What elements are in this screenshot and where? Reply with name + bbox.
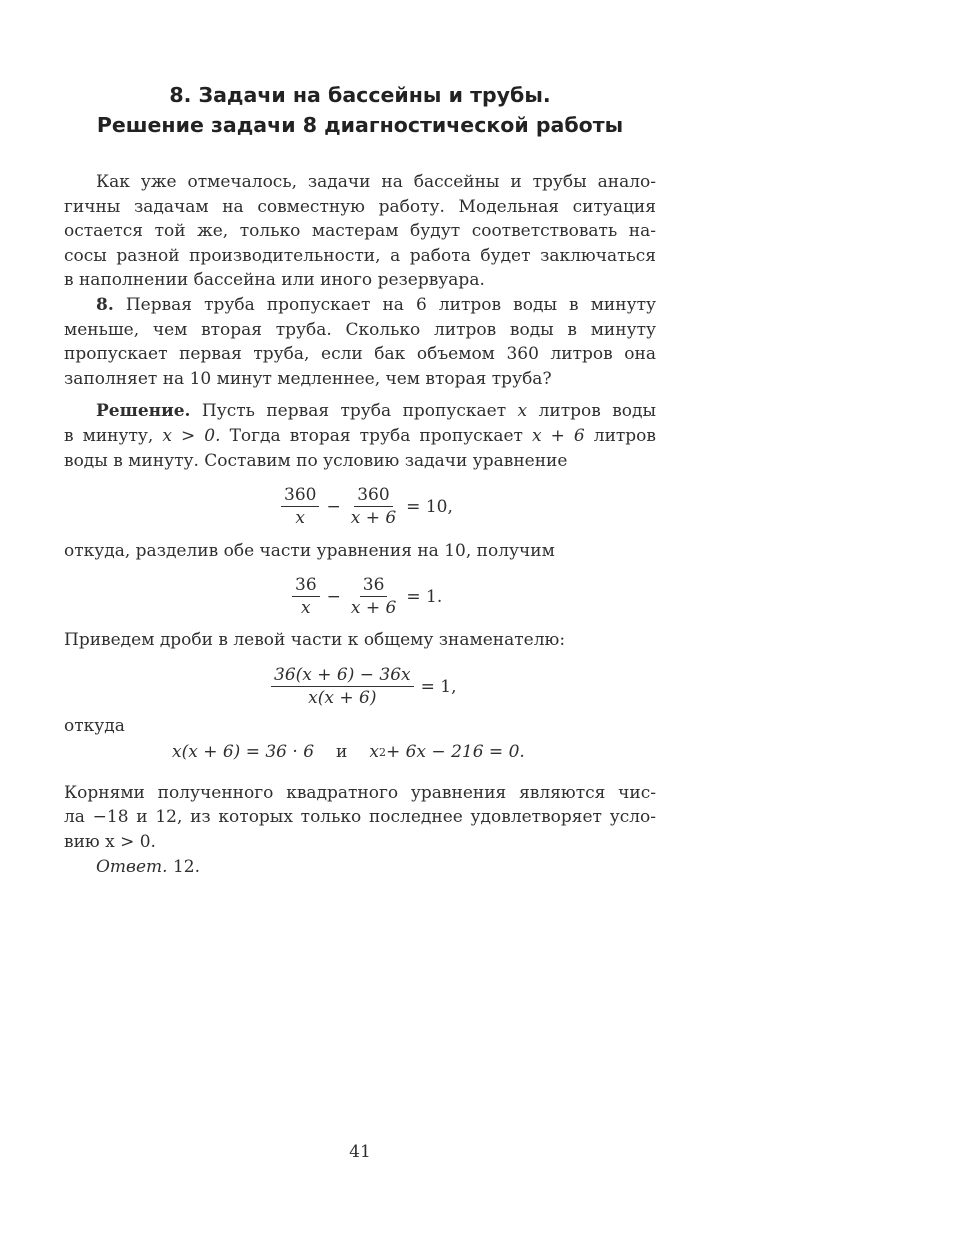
intro-line: Как уже отмечалось, задачи на бассейны и трубы анало- [96,172,656,192]
problem-line: заполняет на 10 минут медленнее, чем вторая труба? [64,369,552,389]
problem-line: пропускает первая труба, если бак объемом 360 литров она [64,344,656,364]
answer-value: 12. [172,857,200,877]
intro-line: сосы разной производительности, а работа будет заключаться [64,246,656,266]
conclusion-line: ла −18 и 12, из которых только последнее удовлетворяет усло- [64,807,656,827]
text-line: откуда, разделив обе части уравнения на 10, получим [64,541,555,561]
solution-line: в минуту, x > 0. Тогда вторая труба пропускает x + 6 литров [64,426,656,446]
fraction: $\frac{36}{x}$ [292,575,320,618]
fraction: $\frac{36(x + 6) - 36x}{x(x + 6)}$ [271,665,414,708]
conclusion-line: вию x > 0. [64,832,156,852]
problem-line [96,294,656,316]
equation-2: $\frac{36}{x}$ − $\frac{36}{x + 6}$ = 1. [289,575,446,618]
page-number: 41 [349,1142,371,1162]
conclusion-line: Корнями полученного квадратного уравнения являются чис- [64,783,656,803]
text-line: откуда [64,716,125,736]
fraction: $\frac{36}{x + 6}$ [350,575,397,618]
section-title-line-2: Решение задачи 8 диагностической работы [96,113,624,137]
equation-1: $\frac{360}{x}$ − $\frac{360}{x + 6}$ = 10, [278,485,457,528]
answer-label: Ответ. [96,857,168,877]
fraction: $\frac{360}{x}$ [281,485,319,528]
intro-line: в наполнении бассейна или иного резервуара. [64,270,485,290]
problem-text: Первая труба пропускает на 6 литров воды в минуту [125,295,656,315]
text-line: Приведем дроби в левой части к общему знаменателю: [64,630,566,650]
section-title-line-1: 8. Задачи на бассейны и трубы. [169,83,551,107]
equation-4: x(x + 6) = 36 · 6 и x 2 + 6x − 216 = 0. [172,742,525,762]
solution-label: Решение. [96,401,191,421]
fraction: $\frac{360}{x + 6}$ [350,485,397,528]
solution-line: воды в минуту. Составим по условию задачи уравнение [64,451,568,471]
intro-line: остается той же, только мастерам будут соответствовать на- [64,221,656,241]
problem-number: 8. [96,295,114,315]
equation-3: $\frac{36(x + 6) - 36x}{x(x + 6)}$ = 1, [268,665,461,708]
intro-line: гичны задачам на совместную работу. Модельная ситуация [64,197,656,217]
solution-line: Решение. Пусть первая труба пропускает x литров воды [96,401,657,421]
problem-line: меньше, чем вторая труба. Сколько литров воды в минуту [64,320,656,340]
answer-line [96,856,656,878]
